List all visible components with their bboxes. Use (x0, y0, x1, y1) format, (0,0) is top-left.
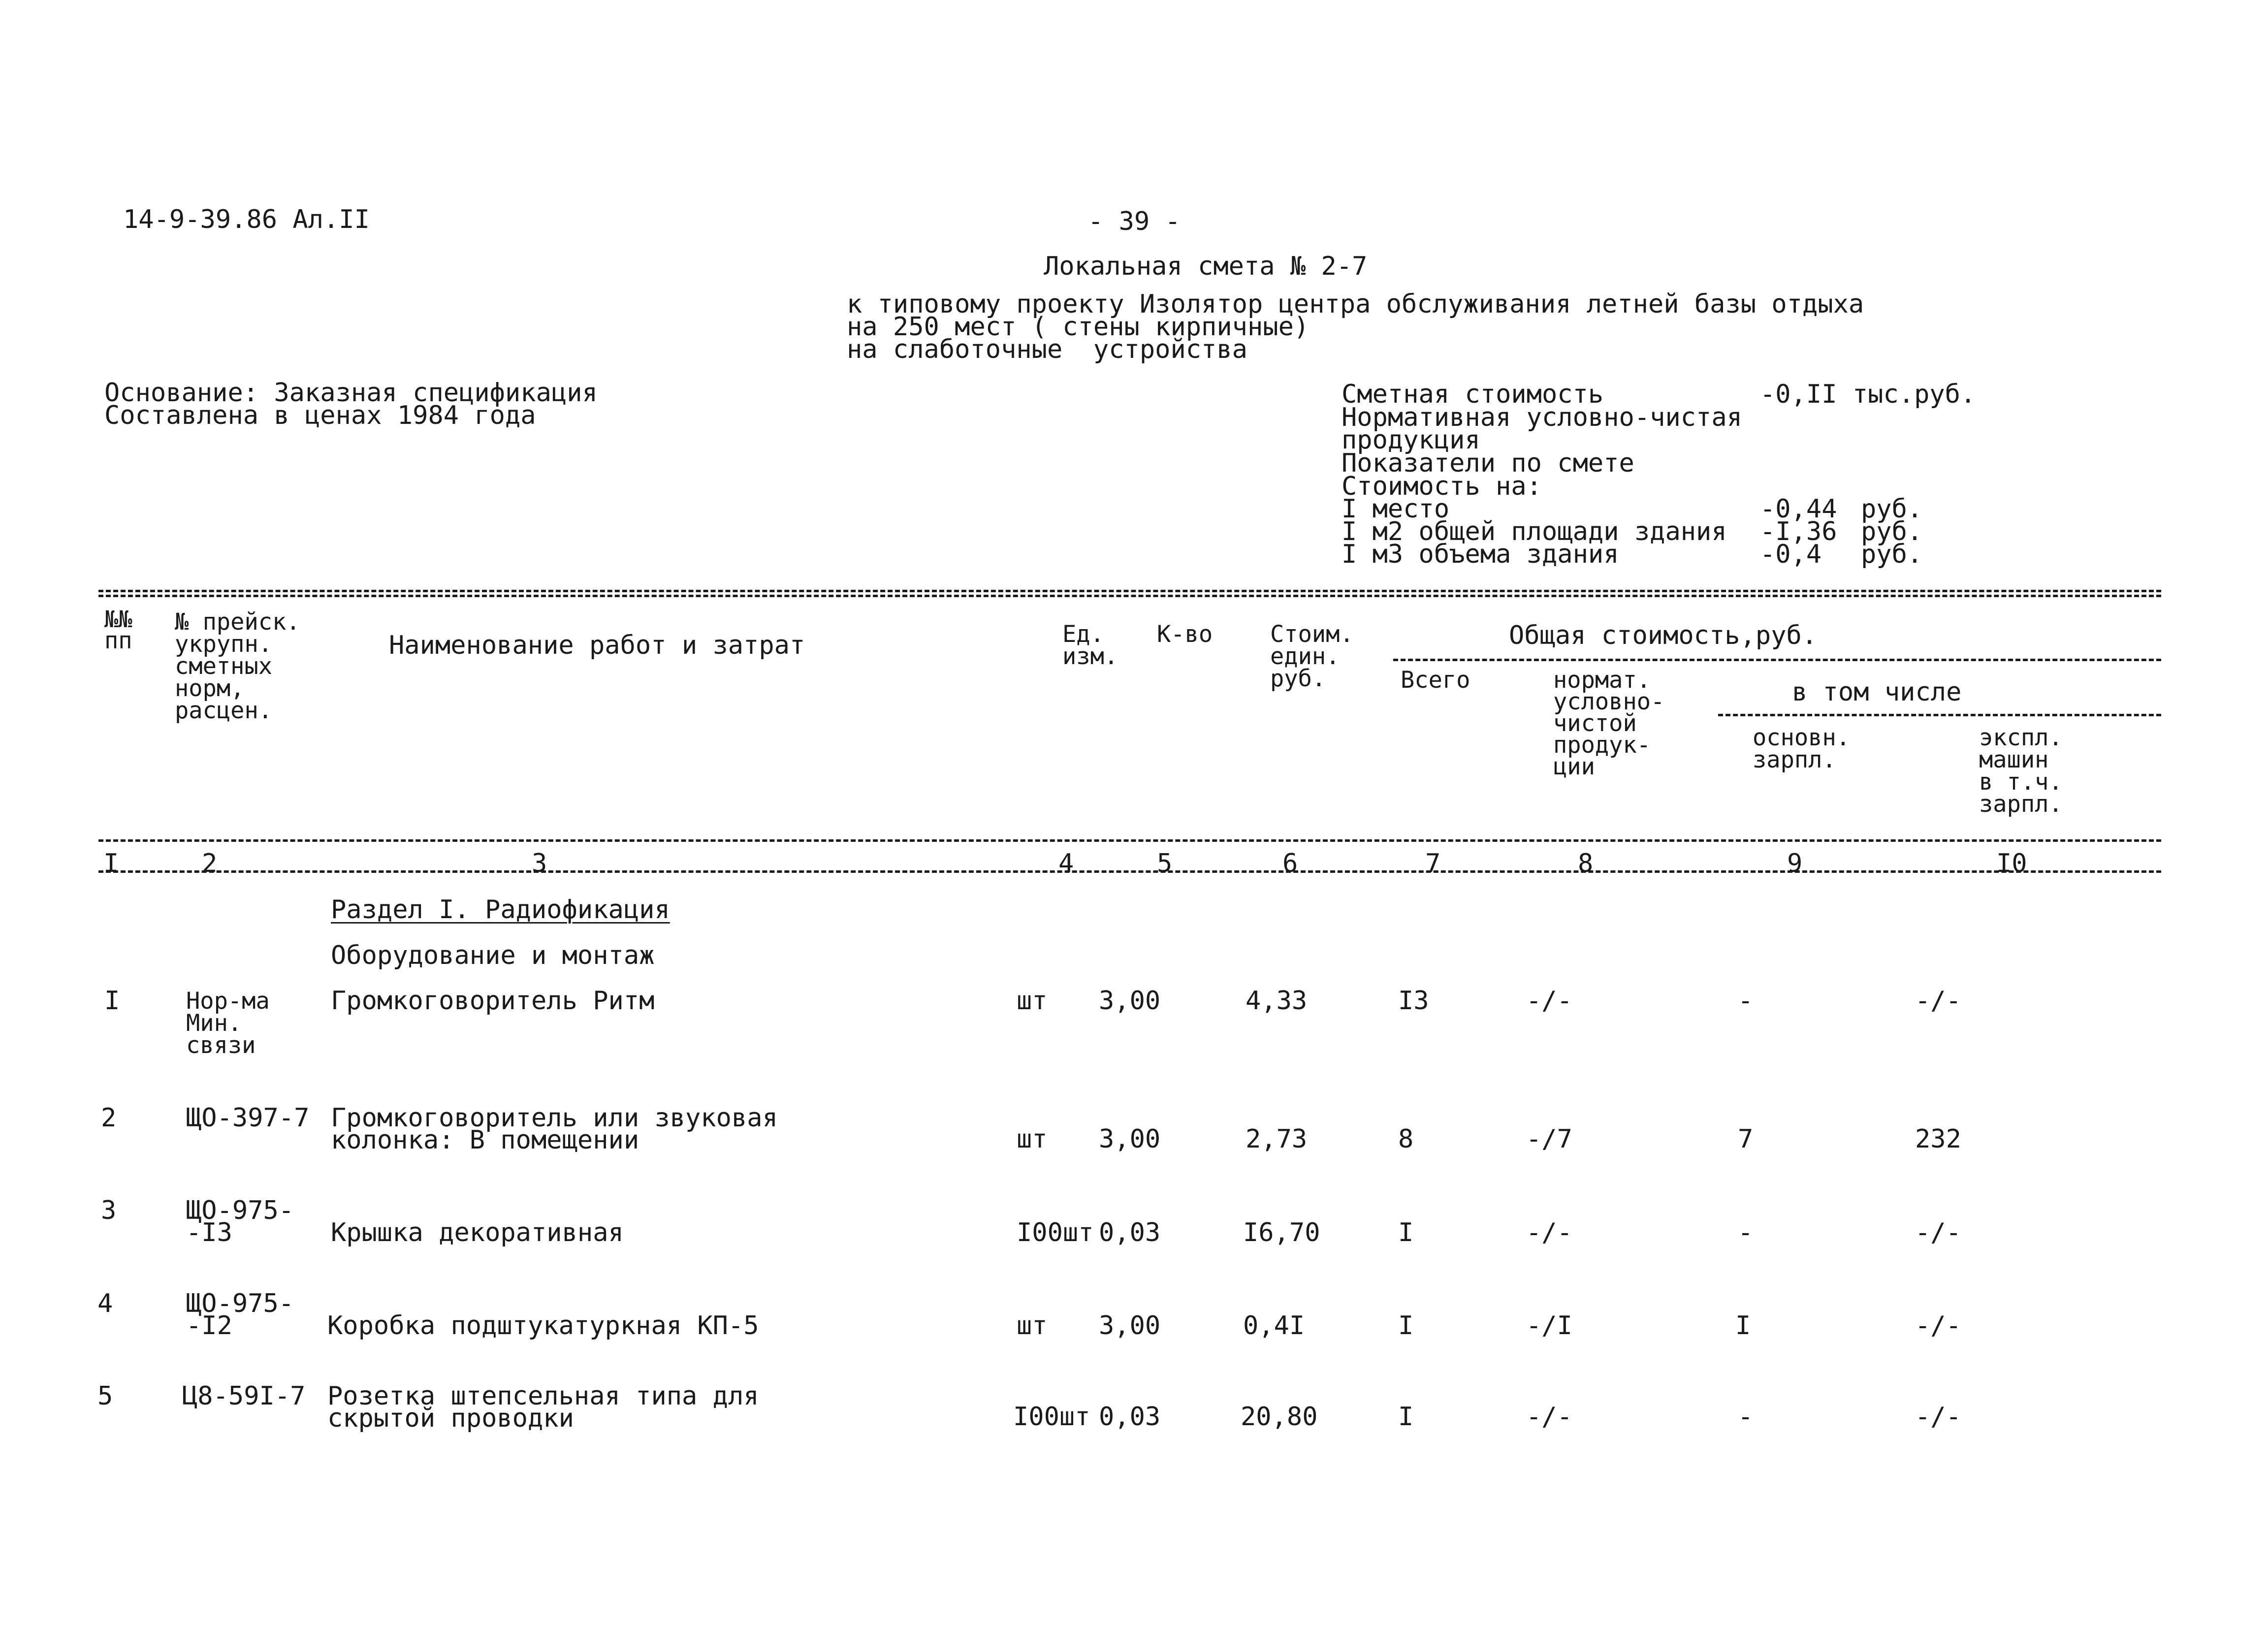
header-top-rule (98, 590, 2161, 592)
row-qty: 3,00 (1099, 1311, 1161, 1341)
col-qty-header: К-во (1157, 621, 1213, 648)
row-code: ЩО-397-7 (186, 1103, 310, 1133)
row-machine: -/- (1915, 1218, 1961, 1247)
row-wage: 7 (1738, 1124, 1754, 1154)
col-price-header-3: руб. (1270, 665, 1326, 692)
col-num-header: №№ (104, 606, 132, 633)
col-number: 5 (1157, 849, 1173, 878)
per-m2-unit: руб. (1861, 517, 1923, 546)
row-price: 0,4I (1243, 1311, 1305, 1341)
row-number: 2 (101, 1103, 117, 1133)
per-m3-unit: руб. (1861, 540, 1923, 569)
col-net-header-4: продук- (1553, 732, 1651, 759)
col-price-header: Стоим. (1270, 621, 1354, 648)
col-number: 6 (1282, 849, 1298, 878)
col-machine-header-4: зарпл. (1979, 791, 2063, 818)
row-wage: - (1738, 1402, 1754, 1432)
col-code-header-4: норм, (175, 675, 245, 702)
row-unit: шт (1017, 1124, 1048, 1154)
row-wage: - (1738, 1218, 1754, 1247)
per-place-label: I место (1342, 494, 1450, 524)
row-price: I6,70 (1243, 1218, 1320, 1247)
row-unit: шт (1017, 986, 1048, 1016)
col-net-header-3: чистой (1553, 710, 1637, 737)
project-line-1: к типовому проекту Изолятор центра обслуживания летней базы отдыха (847, 289, 1864, 319)
row-unit: I00шт (1013, 1402, 1090, 1432)
row-unit: I00шт (1017, 1218, 1094, 1247)
row-code: ЩО-975- (186, 1196, 294, 1225)
row-total: I3 (1398, 986, 1429, 1016)
row-total: I (1398, 1402, 1414, 1432)
col-wage-header: основн. (1753, 724, 1851, 751)
row-net-product: -/I (1526, 1311, 1572, 1341)
row-qty: 3,00 (1099, 1124, 1161, 1154)
col-number: 9 (1787, 849, 1803, 878)
col-num-header-2: пп (104, 627, 132, 654)
col-number: 8 (1578, 849, 1594, 878)
estimated-cost-value: -0,II тыс.руб. (1760, 380, 1976, 409)
estimated-cost-label: Сметная стоимость (1342, 380, 1604, 409)
incl-group-rule (1718, 714, 2161, 716)
row-name: Громкоговоритель или звуковая (331, 1103, 778, 1133)
basis-line: Основание: Заказная спецификация (104, 378, 598, 408)
row-name: Крышка декоративная (331, 1218, 624, 1247)
row-qty: 3,00 (1099, 986, 1161, 1016)
col-net-header-2: условно- (1553, 688, 1665, 715)
row-code: Нор-ма (186, 988, 270, 1015)
row-total: I (1398, 1218, 1414, 1247)
col-price-header-2: един. (1270, 643, 1340, 670)
per-place-unit: руб. (1861, 494, 1923, 524)
col-total-header: Всего (1401, 667, 1470, 694)
header-top-rule-2 (98, 595, 2161, 597)
row-total: I (1398, 1311, 1414, 1341)
row-machine: 232 (1915, 1124, 1961, 1154)
row-unit: шт (1017, 1311, 1048, 1341)
page-number: - 39 - (1088, 207, 1181, 236)
col-number-rule (98, 870, 2161, 873)
row-name: Громкоговоритель Ритм (331, 986, 655, 1016)
row-machine: -/- (1915, 1402, 1961, 1432)
section-subtitle: Оборудование и монтаж (331, 941, 655, 970)
project-line-2: на 250 мест ( стены кирпичные) (847, 312, 1310, 342)
row-name: колонка: В помещении (331, 1125, 639, 1155)
col-code-header-2: укрупн. (175, 631, 273, 658)
col-net-header-5: ции (1553, 753, 1595, 780)
row-machine: -/- (1915, 1311, 1961, 1341)
per-m2-value: -I,36 (1760, 517, 1837, 546)
row-code: -I2 (186, 1311, 232, 1341)
row-wage: I (1735, 1311, 1751, 1341)
row-wage: - (1738, 986, 1754, 1016)
col-machine-header-2: машин (1979, 746, 2049, 773)
row-code: ЩО-975- (186, 1289, 294, 1318)
col-number: 4 (1058, 849, 1074, 878)
indicators-label: Показатели по смете (1342, 448, 1634, 478)
col-unit-header: Ед. (1062, 621, 1104, 648)
row-net-product: -/7 (1526, 1124, 1572, 1154)
row-number: 5 (97, 1381, 113, 1411)
row-qty: 0,03 (1099, 1402, 1161, 1432)
total-cost-group-header: Общая стоимость,руб. (1509, 621, 1818, 650)
cost-per-label: Стоимость на: (1342, 472, 1542, 501)
row-price: 20,80 (1241, 1402, 1318, 1432)
row-code: Мин. (186, 1010, 242, 1037)
row-price: 2,73 (1246, 1124, 1308, 1154)
col-machine-header-3: в т.ч. (1979, 768, 2063, 796)
col-wage-header-2: зарпл. (1753, 746, 1836, 773)
per-m3-value: -0,4 (1760, 540, 1822, 569)
row-name: Коробка подштукатуркная КП-5 (327, 1311, 759, 1341)
row-net-product: -/- (1526, 1218, 1572, 1247)
row-total: 8 (1398, 1124, 1414, 1154)
col-number: I (103, 849, 119, 878)
net-product-label: Нормативная условно-чистая (1342, 403, 1742, 432)
col-number: 2 (202, 849, 218, 878)
col-code-header-5: расцен. (175, 697, 273, 724)
per-place-value: -0,44 (1760, 494, 1837, 524)
col-name-header: Наименование работ и затрат (389, 631, 805, 660)
row-net-product: -/- (1526, 986, 1572, 1016)
estimate-title: Локальная смета № 2-7 (1044, 252, 1368, 281)
prices-year-line: Составлена в ценах 1984 года (104, 401, 536, 430)
col-net-header: нормат. (1553, 667, 1651, 694)
row-number: 4 (97, 1289, 113, 1318)
document-code: 14-9-39.86 Ал.II (123, 205, 370, 234)
row-qty: 0,03 (1099, 1218, 1161, 1247)
header-bottom-rule (98, 839, 2161, 842)
row-price: 4,33 (1246, 986, 1308, 1016)
col-machine-header: экспл. (1979, 724, 2063, 751)
per-m3-label: I м3 объема здания (1342, 540, 1619, 569)
net-product-label-2: продукция (1342, 425, 1480, 455)
row-machine: -/- (1915, 986, 1961, 1016)
including-header: в том числе (1792, 677, 1962, 707)
project-line-3: на слаботочные устройства (847, 335, 1247, 364)
col-number: I0 (1996, 849, 2027, 878)
col-unit-header-2: изм. (1062, 643, 1118, 670)
row-code: связи (186, 1032, 256, 1059)
row-number: 3 (101, 1196, 117, 1225)
col-number: 7 (1425, 849, 1441, 878)
row-code: -I3 (186, 1218, 232, 1247)
col-number: 3 (532, 849, 547, 878)
row-name: скрытой проводки (327, 1404, 574, 1433)
row-number: I (104, 986, 120, 1016)
row-name: Розетка штепсельная типа для (327, 1381, 759, 1411)
per-m2-label: I м2 общей площади здания (1342, 517, 1727, 546)
row-net-product: -/- (1526, 1402, 1572, 1432)
col-code-header: № прейск. (175, 608, 300, 636)
row-code: Ц8-59I-7 (182, 1381, 306, 1411)
section-title: Раздел I. Радиофикация (331, 895, 670, 925)
col-code-header-3: сметных (175, 653, 273, 680)
total-group-rule (1393, 659, 2161, 661)
